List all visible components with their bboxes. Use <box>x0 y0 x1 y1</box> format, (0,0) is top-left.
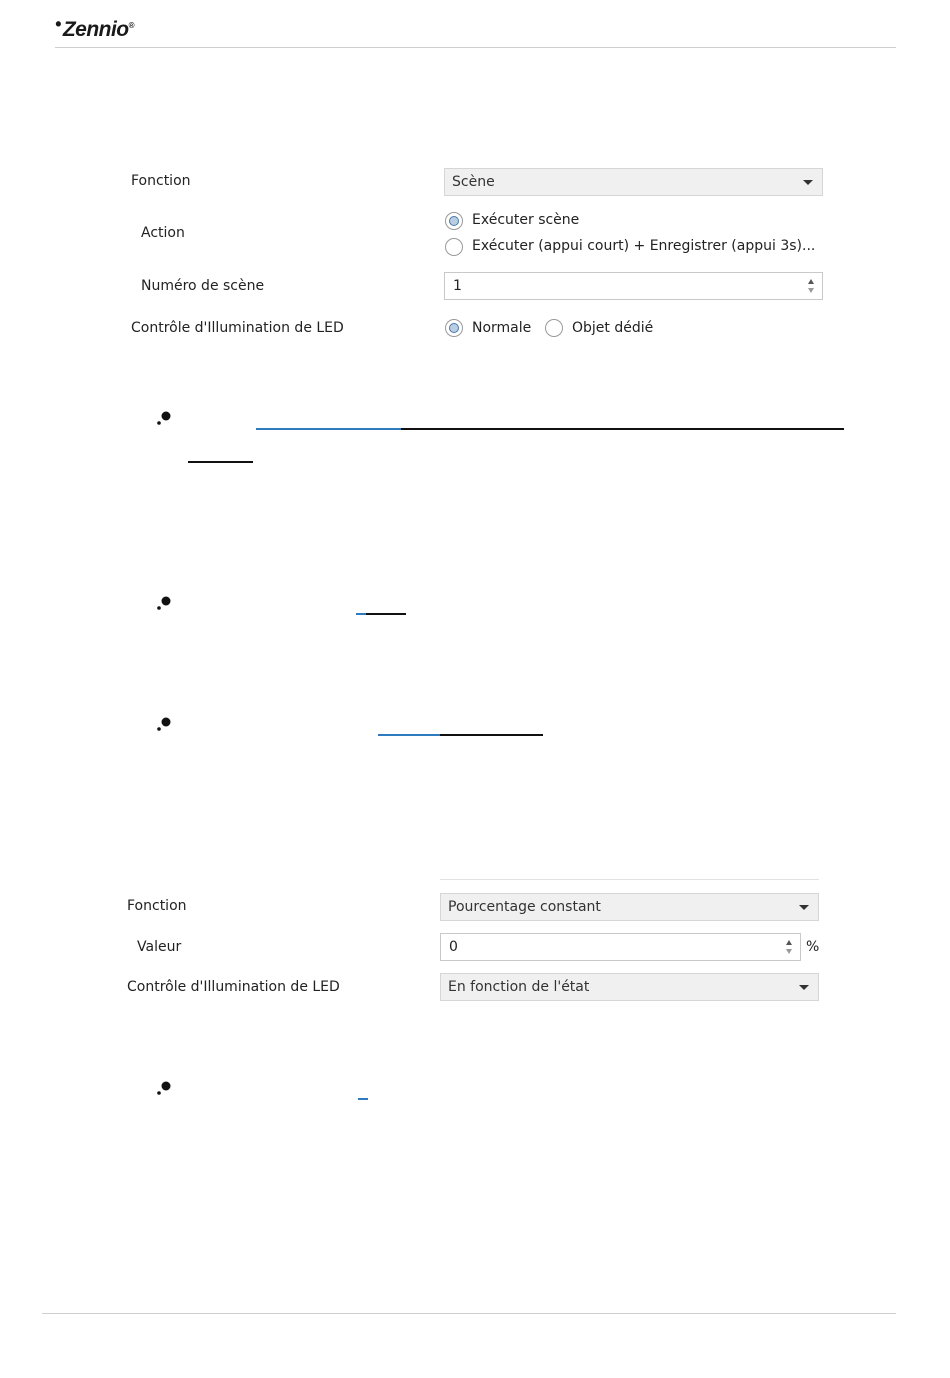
value-stepper[interactable] <box>440 933 801 961</box>
constant-function-label: Fonction <box>127 898 187 914</box>
led-radio-normal[interactable] <box>445 319 463 337</box>
led-radio-dedicated[interactable] <box>545 319 563 337</box>
bullet-icon <box>156 716 172 732</box>
scene-number-value: 1 <box>453 278 462 294</box>
value-label: Valeur <box>137 939 182 955</box>
bullet-icon <box>156 410 172 426</box>
led-option-normal: Normale <box>472 320 532 336</box>
link-underline[interactable] <box>378 734 440 736</box>
value-unit: % <box>806 939 820 955</box>
panel-top-edge <box>440 879 819 880</box>
value-input-value: 0 <box>449 939 458 955</box>
scene-number-stepper[interactable] <box>444 272 823 300</box>
action-radio-execute-save[interactable] <box>445 238 463 256</box>
action-option-execute-save: Exécuter (appui court) + Enregistrer (appui 3s)... <box>472 238 816 254</box>
footer-rule <box>42 1313 896 1314</box>
text-underline <box>401 428 844 430</box>
logo-dot: • <box>55 14 61 34</box>
spin-down-icon[interactable] <box>786 949 792 954</box>
zennio-logo <box>55 14 135 42</box>
bullet-icon <box>156 595 172 611</box>
chevron-down-icon <box>799 985 809 990</box>
action-label: Action <box>141 225 185 241</box>
logo-text: Zennio <box>62 18 129 41</box>
text-underline <box>440 734 543 736</box>
action-radio-execute-scene[interactable] <box>445 212 463 230</box>
spin-up-icon[interactable] <box>808 279 814 284</box>
constant-led-label: Contrôle d'Illumination de LED <box>127 979 340 995</box>
chevron-down-icon <box>803 180 813 185</box>
bullet-icon <box>156 1080 172 1096</box>
led-option-dedicated: Objet dédié <box>572 320 654 336</box>
scene-number-label: Numéro de scène <box>141 278 265 294</box>
spin-down-icon[interactable] <box>808 288 814 293</box>
scene-function-dropdown[interactable] <box>444 168 823 196</box>
link-underline[interactable] <box>356 613 366 615</box>
logo-registered-mark: ® <box>128 21 135 30</box>
action-option-execute-scene: Exécuter scène <box>472 212 580 228</box>
constant-led-value: En fonction de l'état <box>448 979 590 995</box>
chevron-down-icon <box>799 905 809 910</box>
header-rule <box>55 47 896 48</box>
link-underline[interactable] <box>256 428 401 430</box>
text-underline <box>366 613 406 615</box>
constant-function-value: Pourcentage constant <box>448 899 601 915</box>
constant-led-dropdown[interactable] <box>440 973 819 1001</box>
link-underline[interactable] <box>358 1098 368 1100</box>
scene-function-value: Scène <box>452 174 495 190</box>
constant-function-dropdown[interactable] <box>440 893 819 921</box>
spin-up-icon[interactable] <box>786 940 792 945</box>
scene-led-label: Contrôle d'Illumination de LED <box>131 320 344 336</box>
text-underline <box>188 461 253 463</box>
scene-function-label: Fonction <box>131 173 191 189</box>
